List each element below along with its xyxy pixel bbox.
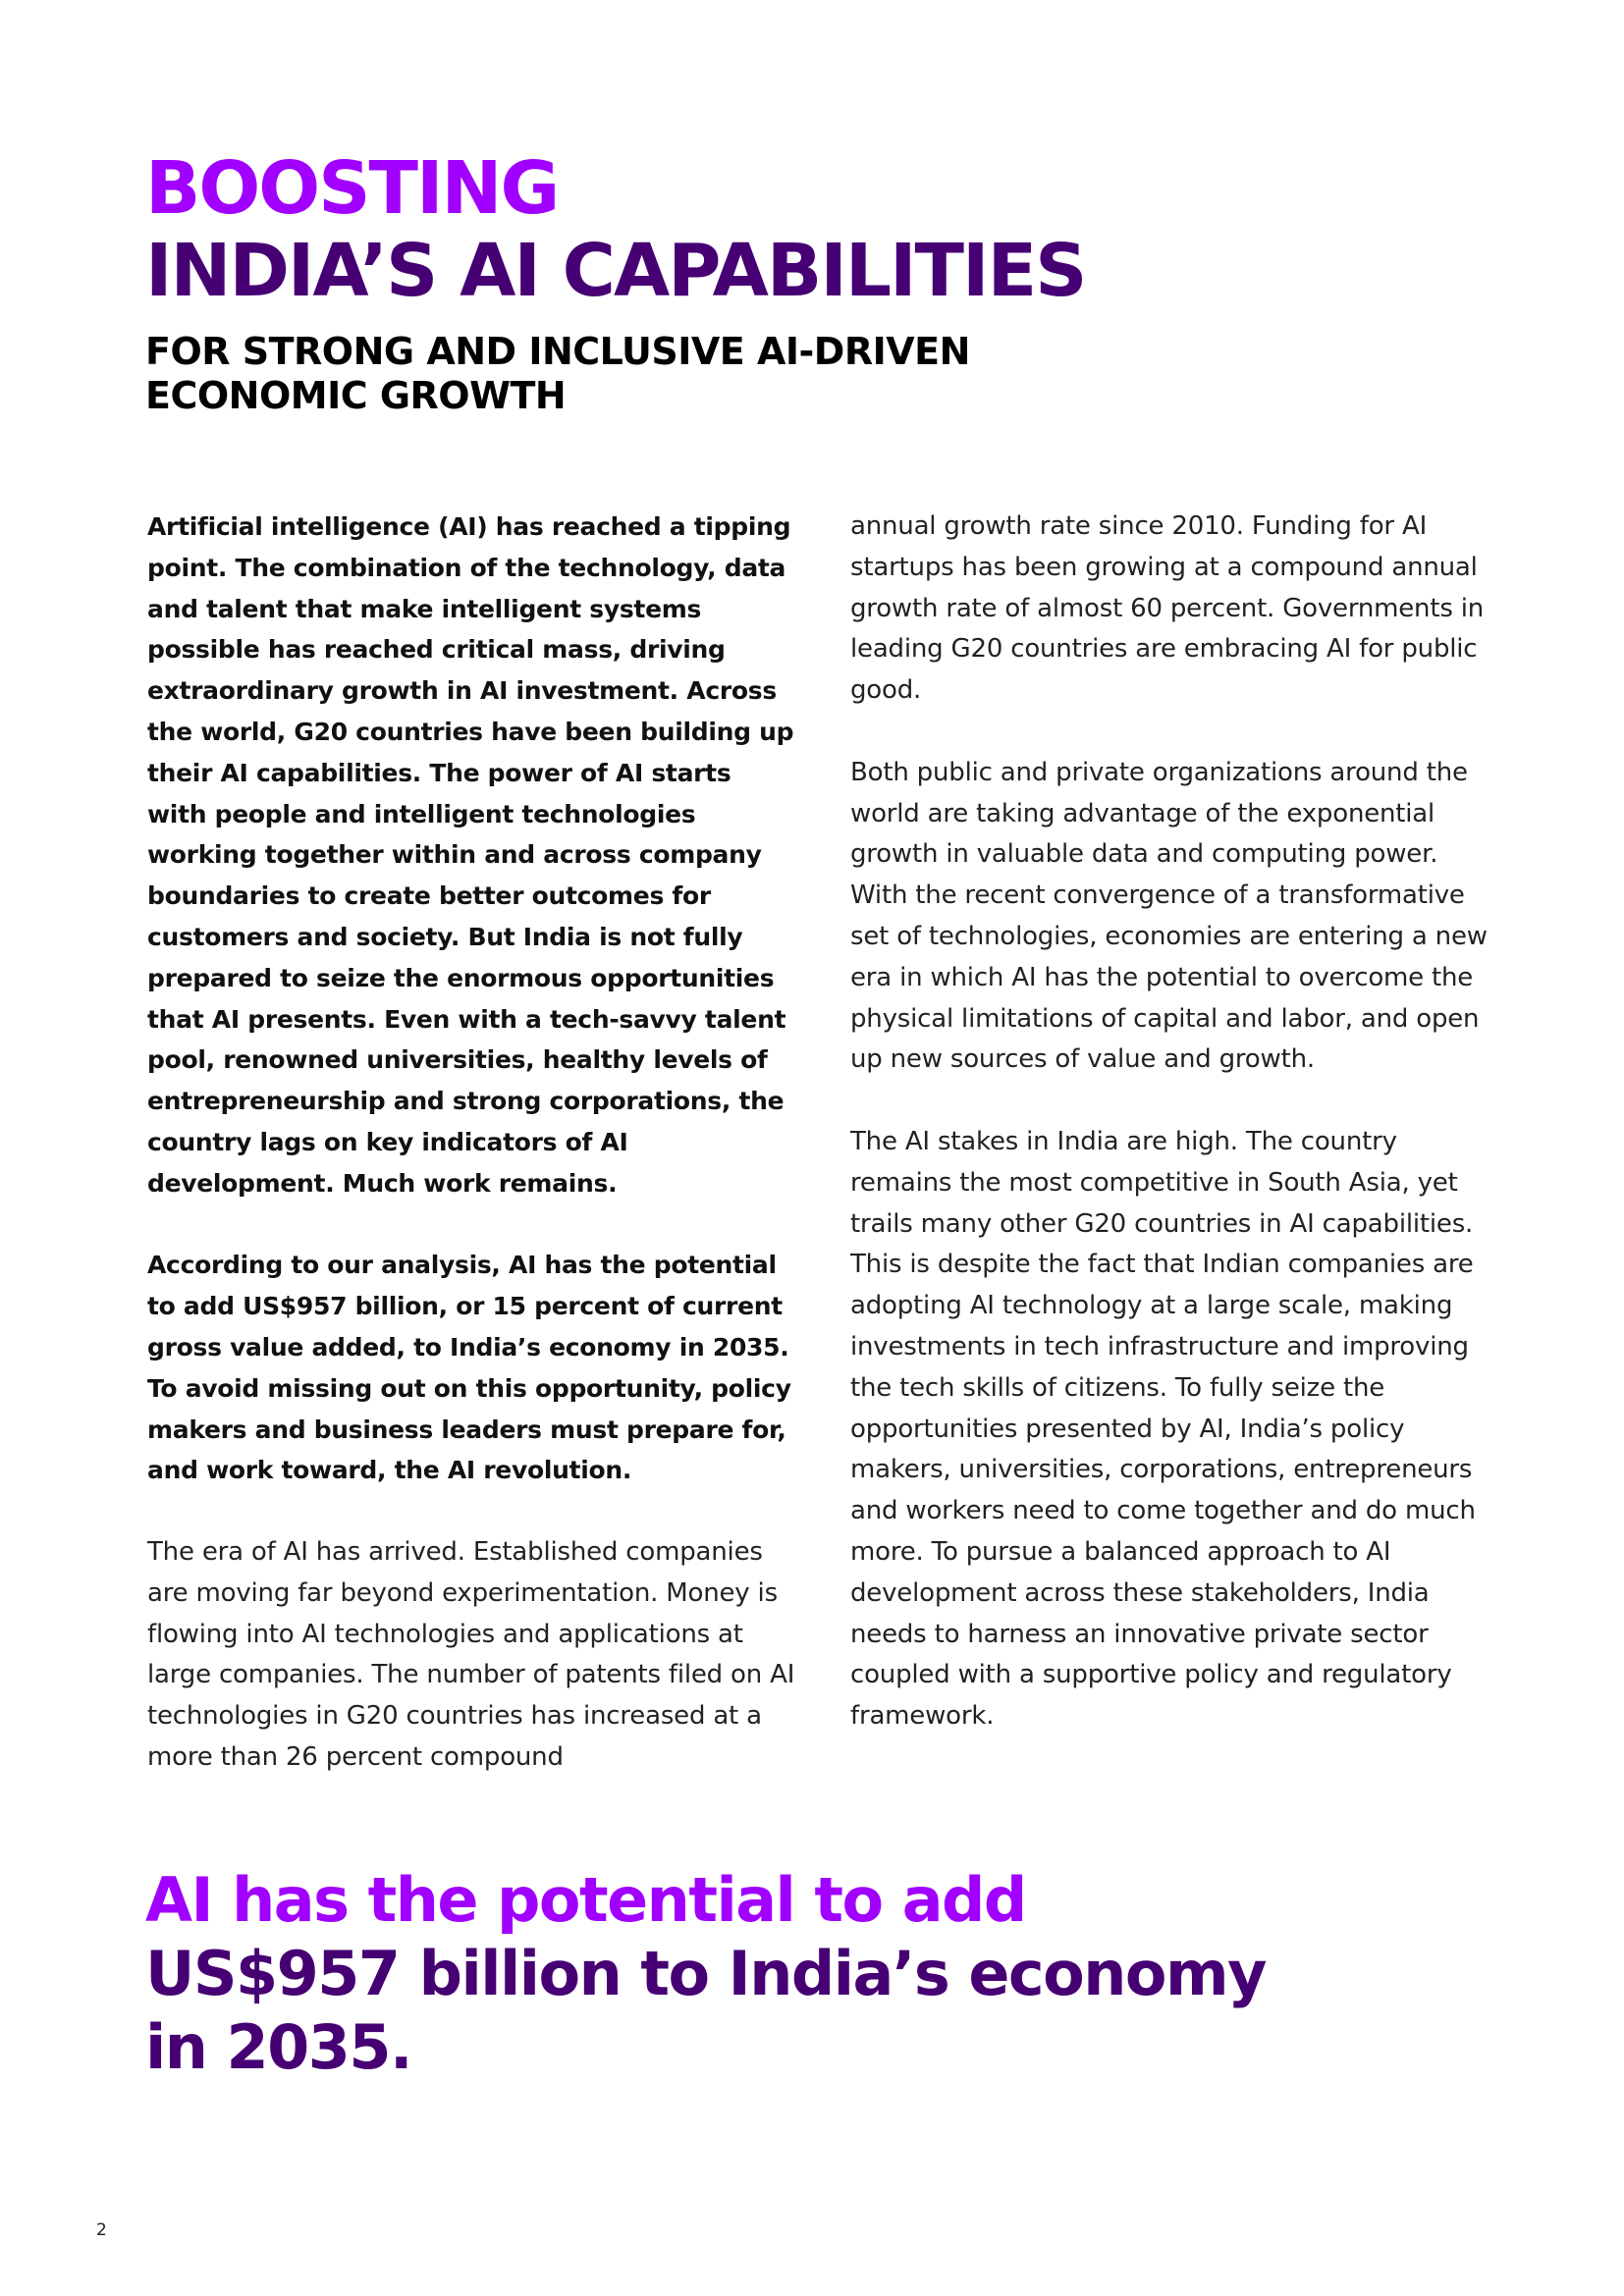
page-title [145,147,1422,312]
analysis-paragraph: According to our analysis, AI has the potential to add US$957 billion, or 15 percent of current gross value added, to India’s economy in 2035. To avoid missing out on this opportunity, policy makers and business leaders must prepare for, and work toward, the AI revolution. [147,1251,791,1485]
subtitle-line-1: FOR STRONG AND INCLUSIVE AI-DRIVEN [145,330,970,373]
era-paragraph: The era of AI has arrived. Established companies are moving far beyond experimentation. Money is flowing into AI technologies and applications at large companies. The number of patents filed on AI technologies in G20 countries has increased at a more than 26 percent compound [147,1536,795,1772]
intro-paragraph: Artificial intelligence (AI) has reached a tipping point. The combination of the technology, data and talent that make intelligent systems possible has reached critical mass, driving extraordinary growth in AI investment. Across the world, G20 countries have been building up their AI capabilities. The power of AI starts with people and intelligent technologies working together within and across company boundaries to create better outcomes for customers and society. But India is not fully prepared to seize the enormous opportunities that AI presents. Even with a tech-savvy talent pool, renowned universities, healthy levels of entrepreneurship and strong corporations, the country lags on key indicators of AI development. Much work remains. [147,512,794,1198]
stakes-paragraph: The AI stakes in India are high. The country remains the most competitive in South Asia, yet trails many other G20 countries in AI capabilities. This is despite the fact that Indian companies are adopting AI technology at a large scale, making investments in tech infrastructure and improving the tech skills of citizens. To fully seize the opportunities presented by AI, India’s policy makers, universities, corporations, entrepreneurs and workers need to come together and do much more. To pursue a balanced approach to AI development across these stakeholders, India needs to harness an innovative private sector coupled with a supportive policy and regulatory framework. [850,1126,1476,1732]
title-line-capabilities: INDIA’S AI CAPABILITIES [145,229,1086,313]
organizations-paragraph: Both public and private organizations around the world are taking advantage of the exponential growth in valuable data and computing power. With the recent convergence of a transformative set of technologies, economies are entering a new era in which AI has the potential to overcome the physical limitations of capital and labor, and open up new sources of value and growth. [850,757,1488,1075]
subtitle-line-2: ECONOMIC GROWTH [145,374,567,417]
right-column [850,507,1498,1737]
growth-paragraph: annual growth rate since 2010. Funding for AI startups has been growing at a compound annual growth rate of almost 60 percent. Governments in leading G20 countries are embracing AI for public good. [850,511,1485,706]
pull-quote-line-2: US$957 billion to India’s economy [145,1938,1267,2009]
page-subtitle [145,330,1225,418]
left-column [147,507,795,1779]
title-line-boosting: BOOSTING [145,146,559,231]
pull-quote-line-3: in 2035. [145,2011,412,2083]
pull-quote [145,1863,1422,2084]
pull-quote-line-1: AI has the potential to add [145,1864,1026,1936]
page-number: 2 [96,2220,107,2240]
